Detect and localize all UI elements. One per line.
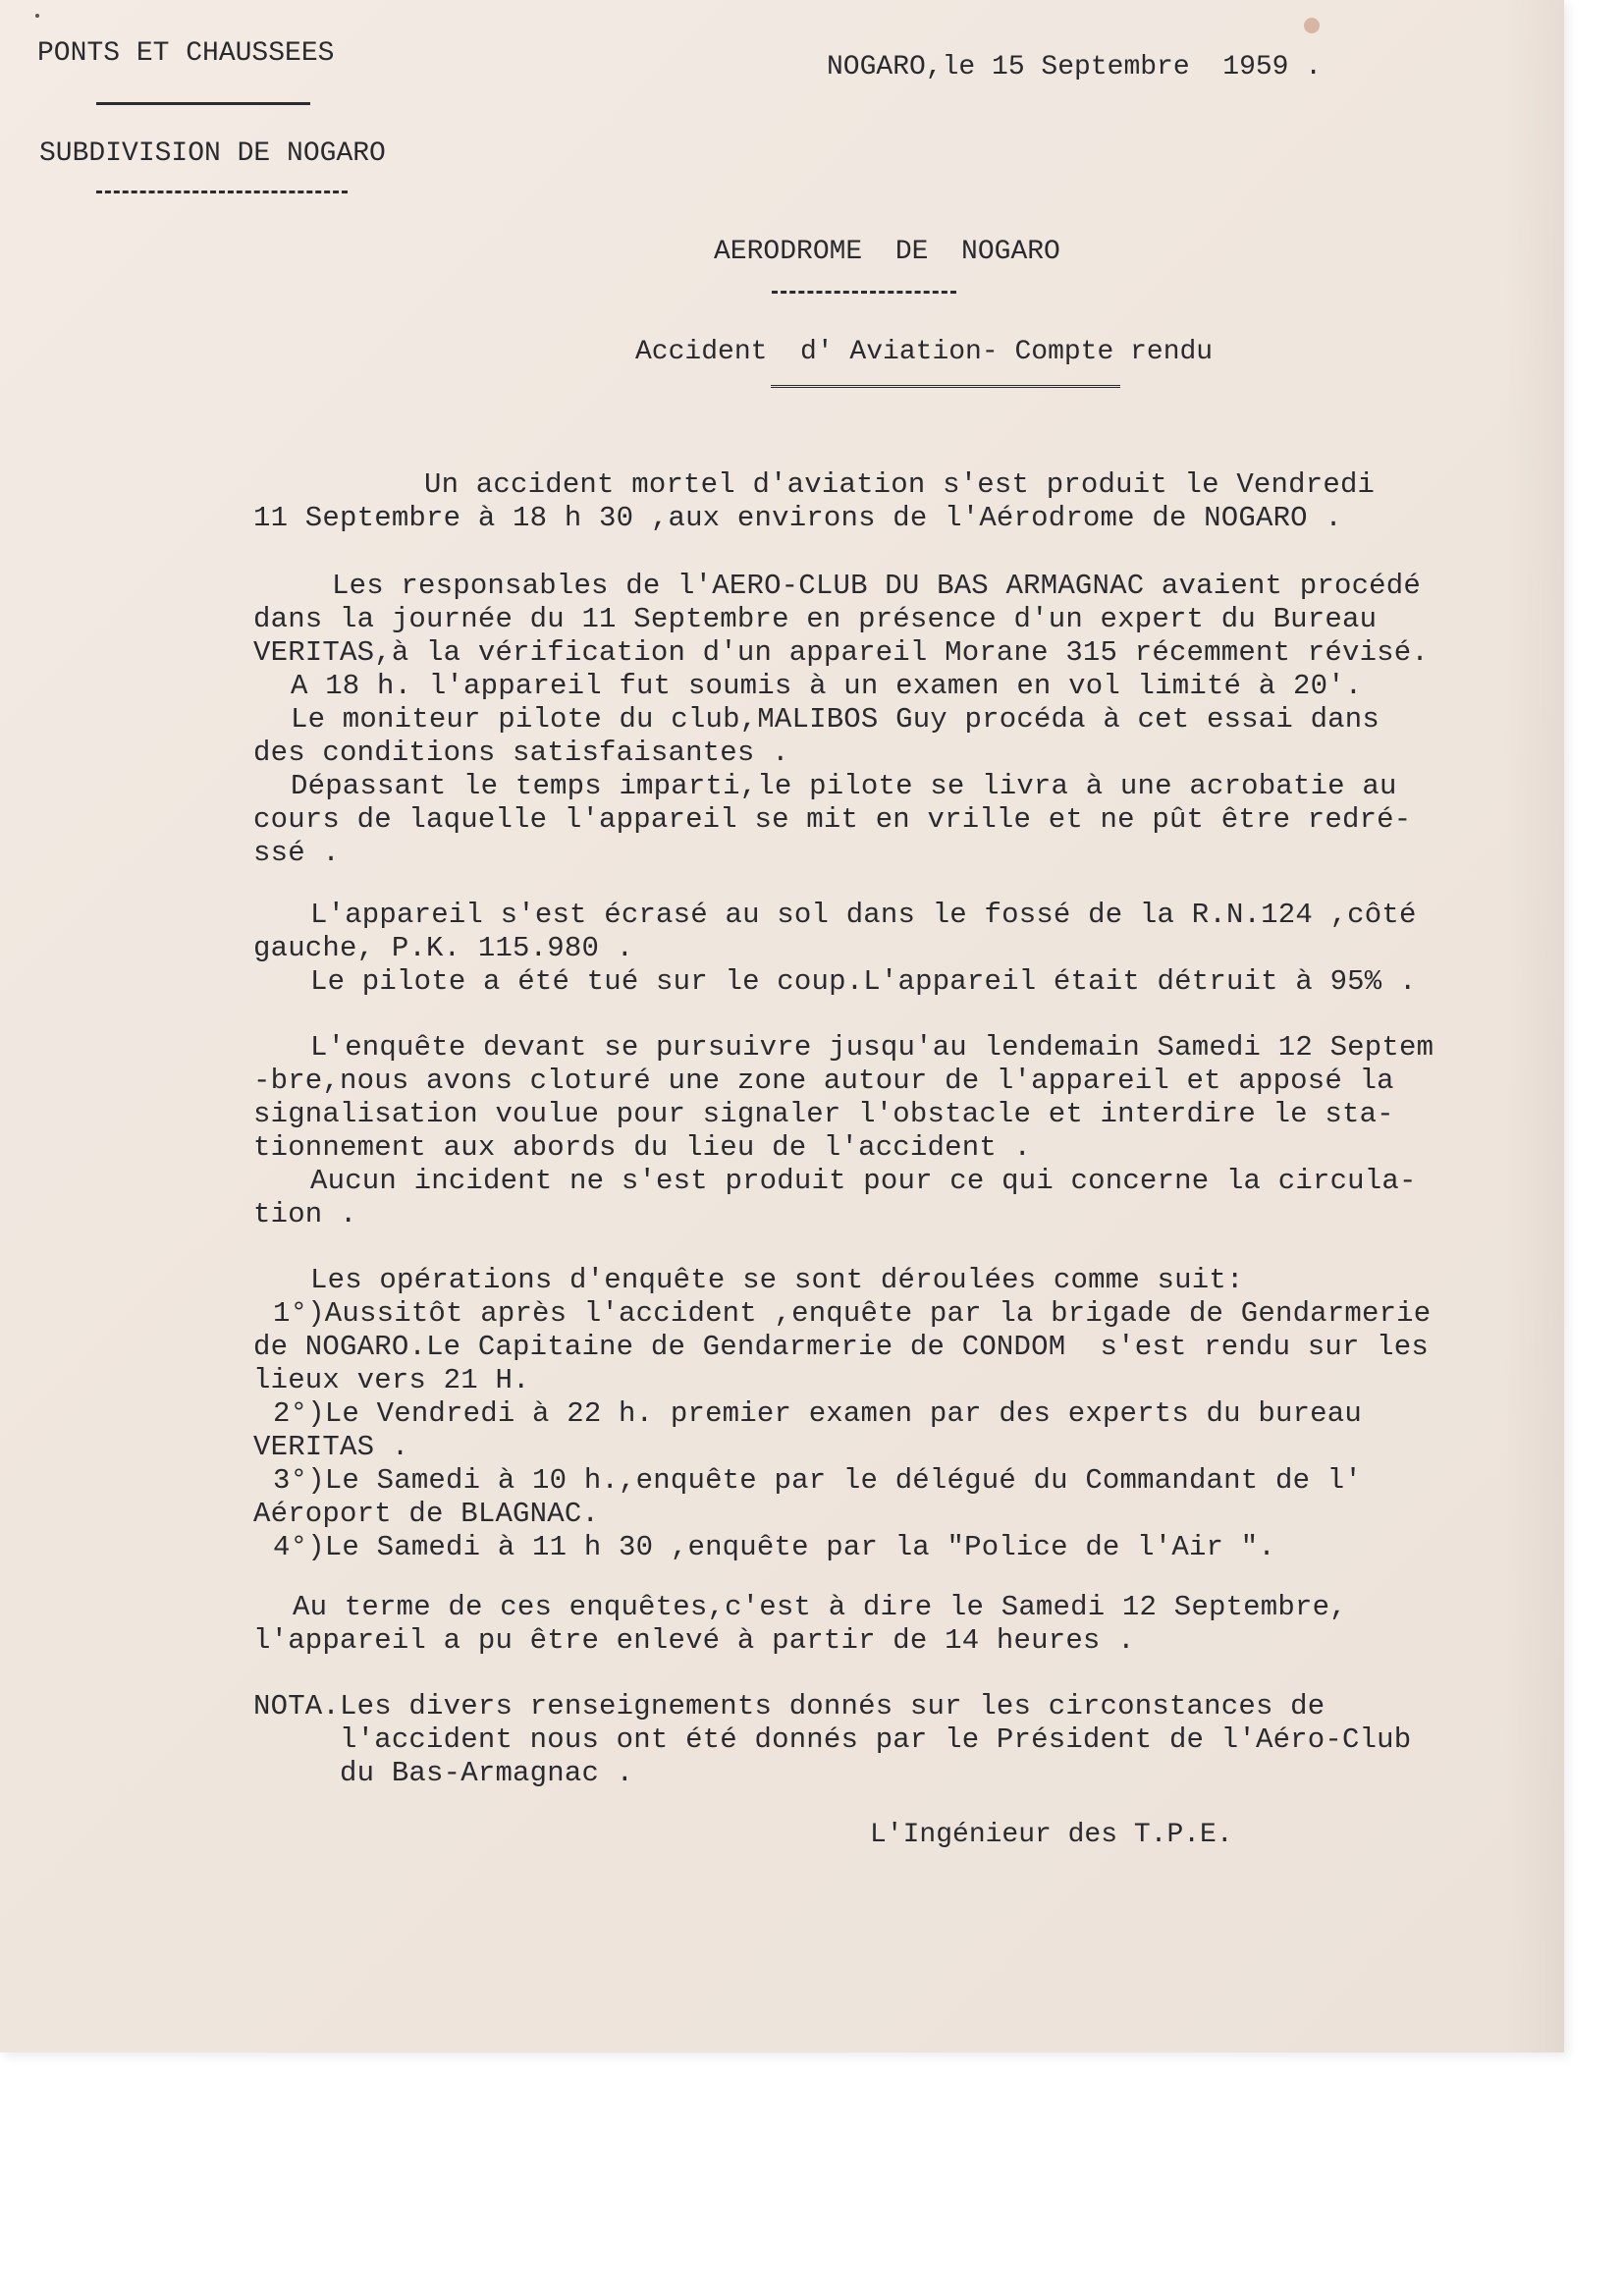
body-line: tion . <box>253 1198 357 1230</box>
body-line: Les opérations d'enquête se sont déroulées comme suit: <box>310 1264 1244 1296</box>
body-line: Au terme de ces enquêtes,c'est à dire le Samedi 12 Septembre, <box>293 1591 1347 1623</box>
place-date: NOGARO,le 15 Septembre 1959 . <box>827 52 1323 82</box>
body-line: gauche, P.K. 115.980 . <box>253 932 634 964</box>
body-line: tionnement aux abords du lieu de l'accident . <box>253 1131 1032 1164</box>
body-line: lieux vers 21 H. <box>253 1364 530 1396</box>
body-line: Les responsables de l'AERO-CLUB DU BAS ARMAGNAC avaient procédé <box>332 570 1421 602</box>
document-title: AERODROME DE NOGARO <box>714 237 1060 267</box>
body-line: 4°)Le Samedi à 11 h 30 ,enquête par la "Police de l'Air ". <box>273 1531 1275 1563</box>
subdivision-heading: SUBDIVISION DE NOGARO <box>39 138 386 169</box>
body-line: Aucun incident ne s'est produit pour ce qui concerne la circula- <box>310 1165 1417 1197</box>
body-line: Le moniteur pilote du club,MALIBOS Guy procéda à cet essai dans <box>291 703 1380 736</box>
department-heading: PONTS ET CHAUSSEES <box>37 38 335 69</box>
body-line: Dépassant le temps imparti,le pilote se livra à une acrobatie au <box>291 770 1397 802</box>
title-underline <box>772 291 956 294</box>
document-subject: Accident d' Aviation- Compte rendu <box>635 337 1214 367</box>
nota-line: du Bas-Armagnac . <box>253 1757 634 1789</box>
body-line: des conditions satisfaisantes . <box>253 737 789 769</box>
subject-underline <box>771 385 1120 392</box>
body-line: ssé . <box>253 837 341 869</box>
body-line: de NOGARO.Le Capitaine de Gendarmerie de CONDOM s'est rendu sur les <box>253 1331 1429 1363</box>
body-line: L'appareil s'est écrasé au sol dans le fossé de la R.N.124 ,côté <box>310 899 1417 931</box>
body-line: 3°)Le Samedi à 10 h.,enquête par le délégué du Commandant de l' <box>273 1464 1362 1497</box>
body-line: L'enquête devant se pursuivre jusqu'au lendemain Samedi 12 Septem <box>310 1031 1434 1064</box>
nota-line: NOTA.Les divers renseignements donnés sur les circonstances de <box>253 1690 1325 1722</box>
nota-line: l'accident nous ont été donnés par le Président de l'Aéro-Club <box>253 1723 1412 1756</box>
body-line: A 18 h. l'appareil fut soumis à un examen en vol limité à 20'. <box>291 670 1363 702</box>
paper-stain <box>1304 18 1320 33</box>
body-line: VERITAS,à la vérification d'un appareil Morane 315 récemment révisé. <box>253 636 1429 669</box>
body-line: -bre,nous avons cloturé une zone autour de l'appareil et apposé la <box>253 1065 1394 1097</box>
body-line: Un accident mortel d'aviation s'est produit le Vendredi <box>424 468 1376 501</box>
ink-dot <box>35 14 39 18</box>
body-line: VERITAS . <box>253 1431 409 1463</box>
signature-line: L'Ingénieur des T.P.E. <box>870 1820 1233 1850</box>
body-line: signalisation voulue pour signaler l'obstacle et interdire le sta- <box>253 1098 1394 1130</box>
body-line: cours de laquelle l'appareil se mit en vrille et ne pût être redré- <box>253 803 1412 836</box>
body-line: 2°)Le Vendredi à 22 h. premier examen par des experts du bureau <box>273 1397 1362 1430</box>
body-line: l'appareil a pu être enlevé à partir de 14 heures . <box>253 1624 1135 1657</box>
body-line: Le pilote a été tué sur le coup.L'appareil était détruit à 95% . <box>310 965 1417 998</box>
body-line: dans la journée du 11 Septembre en présence d'un expert du Bureau <box>253 603 1378 635</box>
body-line: Aéroport de BLAGNAC. <box>253 1498 600 1530</box>
body-line: 1°)Aussitôt après l'accident ,enquête par la brigade de Gendarmerie <box>273 1297 1432 1330</box>
department-underline <box>96 102 310 105</box>
body-line: 11 Septembre à 18 h 30 ,aux environs de l'Aérodrome de NOGARO . <box>253 502 1342 534</box>
subdivision-underline <box>96 191 348 193</box>
